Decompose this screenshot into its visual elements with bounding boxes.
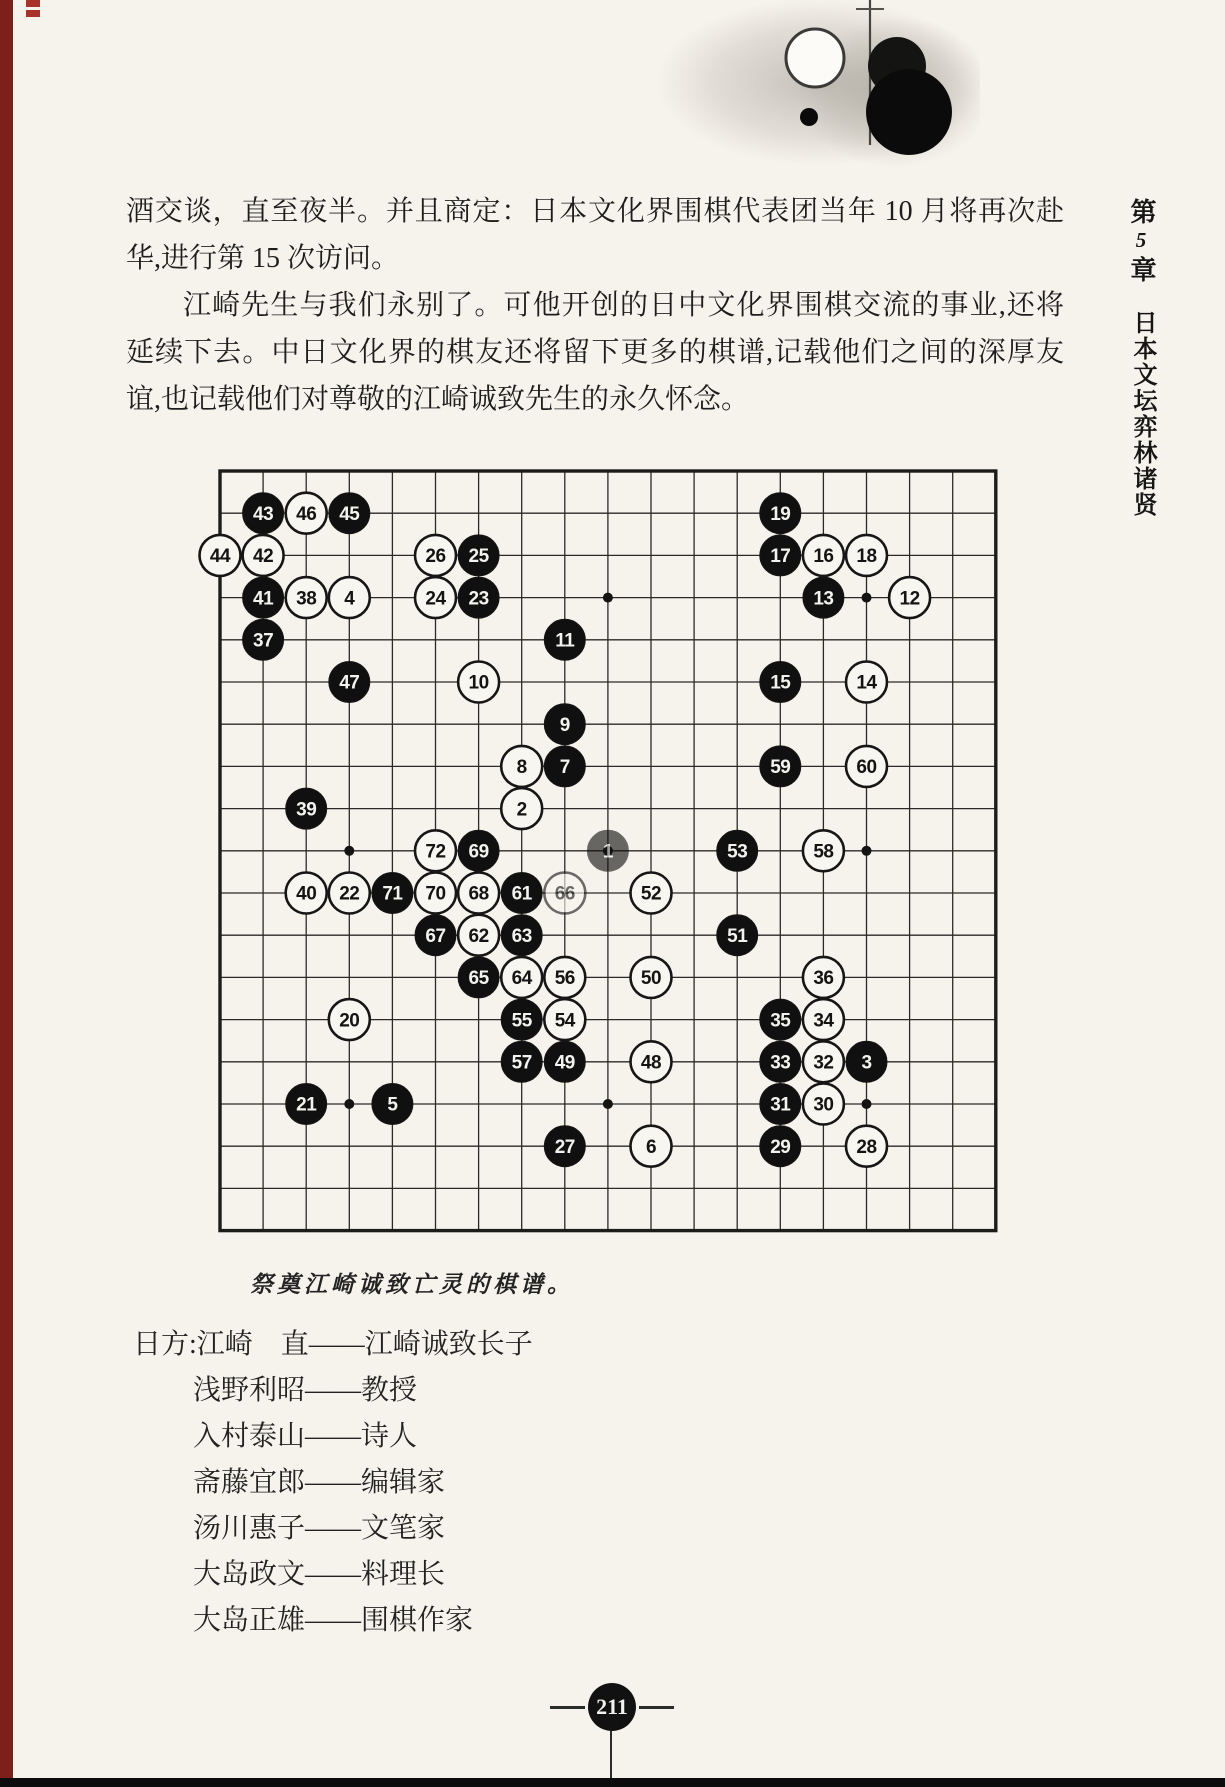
move-number: 64 — [511, 968, 532, 990]
stone-44 — [200, 535, 241, 576]
move-number: 42 — [253, 546, 274, 568]
move-number: 13 — [813, 588, 834, 610]
move-number: 22 — [339, 883, 360, 905]
text-line: 谊,也记载他们对尊敬的江崎诚致先生的永久怀念。 — [126, 384, 750, 415]
stone-60 — [846, 746, 887, 787]
move-number: 47 — [339, 672, 360, 694]
stone-41 — [243, 577, 284, 618]
player-row: 大岛正雄——围棋作家 — [193, 1605, 474, 1636]
stone-11 — [544, 619, 585, 660]
move-number: 59 — [770, 757, 791, 779]
chapter-digit: 5 — [1129, 228, 1153, 256]
hoshi-point — [862, 1099, 872, 1109]
move-number: 4 — [344, 588, 355, 610]
stone-14 — [846, 662, 887, 703]
stone-63 — [501, 915, 542, 956]
text-line: 江崎先生与我们永别了。可他开创的日中文化界围棋交流的事业,还将 — [183, 290, 1064, 321]
move-number: 71 — [382, 883, 403, 905]
page-number-dash-left — [550, 1706, 585, 1709]
stone-72 — [415, 830, 456, 871]
stone-10 — [458, 662, 499, 703]
stone-42 — [243, 535, 284, 576]
move-number: 19 — [770, 503, 791, 525]
text-line: 华,进行第 15 次访问。 — [126, 243, 400, 274]
move-number: 57 — [511, 1052, 532, 1074]
move-number: 65 — [468, 968, 489, 990]
stone-46 — [286, 493, 327, 534]
move-number: 36 — [813, 968, 834, 990]
stone-43 — [243, 493, 284, 534]
stone-23 — [458, 577, 499, 618]
diagram-caption: 祭奠江崎诚致亡灵的棋谱。 — [250, 1272, 574, 1297]
stone-51 — [717, 915, 758, 956]
stone-71 — [372, 873, 413, 914]
move-number: 7 — [559, 757, 570, 779]
move-number: 12 — [899, 588, 920, 610]
stone-2 — [501, 788, 542, 829]
hoshi-point — [862, 846, 872, 856]
stone-36 — [803, 957, 844, 998]
stone-9 — [544, 704, 585, 745]
stone-67 — [415, 915, 456, 956]
chapter-title: 日本文坛弈林诸贤 — [1129, 310, 1155, 518]
move-number: 56 — [554, 968, 575, 990]
stone-53 — [717, 830, 758, 871]
hoshi-point — [344, 846, 354, 856]
text-line: 酒交谈，直至夜半。并且商定：日本文化界围棋代表团当年 10 月将再次赴 — [126, 196, 1064, 227]
move-number: 2 — [516, 799, 527, 821]
players-list — [133, 1322, 533, 1644]
stone-34 — [803, 999, 844, 1040]
stone-19 — [760, 493, 801, 534]
stone-65 — [458, 957, 499, 998]
move-number: 24 — [425, 588, 446, 610]
move-number: 34 — [813, 1010, 834, 1032]
move-number: 39 — [296, 799, 317, 821]
move-number: 58 — [813, 841, 834, 863]
move-number: 45 — [339, 503, 360, 525]
move-number: 49 — [554, 1052, 575, 1074]
stone-26 — [415, 535, 456, 576]
stone-59 — [760, 746, 801, 787]
binding-strip — [0, 0, 13, 1787]
stone-50 — [631, 957, 672, 998]
move-number: 10 — [468, 672, 489, 694]
move-number: 28 — [856, 1136, 877, 1158]
stone-35 — [760, 999, 801, 1040]
move-number: 35 — [770, 1010, 791, 1032]
move-number: 52 — [640, 883, 662, 905]
stone-39 — [286, 788, 327, 829]
stone-31 — [760, 1084, 801, 1125]
stone-1 — [587, 830, 628, 871]
move-number: 60 — [856, 757, 877, 779]
stone-13 — [803, 577, 844, 618]
white-go-stone-icon — [786, 29, 844, 87]
go-board-diagram — [198, 449, 1018, 1253]
stone-66 — [544, 873, 585, 914]
page-number-dash-right — [639, 1706, 674, 1709]
stone-45 — [329, 493, 370, 534]
hoshi-point — [862, 593, 872, 603]
stone-57 — [501, 1041, 542, 1082]
text-line: 延续下去。中日文化界的棋友还将留下更多的棋谱,记载他们之间的深厚友 — [126, 337, 1064, 368]
go-board-svg — [198, 449, 1018, 1253]
player-row: 日方:江崎 直——江崎诚致长子 — [133, 1329, 533, 1360]
move-number: 61 — [511, 883, 532, 905]
stone-32 — [803, 1041, 844, 1082]
move-number: 17 — [770, 546, 791, 568]
move-number: 54 — [554, 1010, 575, 1032]
move-number: 8 — [516, 757, 527, 779]
stone-6 — [631, 1126, 672, 1167]
stone-29 — [760, 1126, 801, 1167]
black-go-stone-icon — [866, 69, 952, 155]
move-number: 9 — [559, 714, 570, 736]
move-number: 31 — [770, 1094, 791, 1116]
move-number: 6 — [645, 1136, 657, 1158]
stone-22 — [329, 873, 370, 914]
stone-4 — [329, 577, 370, 618]
chapter-label: 第 — [1127, 198, 1156, 228]
stone-18 — [846, 535, 887, 576]
stone-33 — [760, 1041, 801, 1082]
move-number: 11 — [555, 630, 575, 652]
stone-8 — [501, 746, 542, 787]
stone-70 — [415, 873, 456, 914]
red-edge-mark — [26, 10, 40, 17]
stone-56 — [544, 957, 585, 998]
move-number: 51 — [727, 925, 748, 947]
stone-62 — [458, 915, 499, 956]
red-edge-mark — [26, 0, 40, 7]
stone-69 — [458, 830, 499, 871]
stone-52 — [631, 873, 672, 914]
stone-64 — [501, 957, 542, 998]
stone-3 — [846, 1041, 887, 1082]
move-number: 29 — [770, 1136, 791, 1158]
move-number: 33 — [770, 1052, 791, 1074]
stone-21 — [286, 1084, 327, 1125]
move-number: 67 — [425, 925, 446, 947]
move-number: 27 — [554, 1136, 575, 1158]
move-number: 43 — [253, 503, 274, 525]
stone-12 — [889, 577, 930, 618]
move-number: 20 — [339, 1010, 360, 1032]
hoshi-point — [603, 593, 613, 603]
move-number: 70 — [425, 883, 446, 905]
stone-37 — [243, 619, 284, 660]
move-number: 3 — [861, 1052, 872, 1074]
move-number: 18 — [856, 546, 877, 568]
chapter-label: 章 — [1127, 256, 1156, 286]
stone-7 — [544, 746, 585, 787]
move-number: 23 — [468, 588, 489, 610]
stone-25 — [458, 535, 499, 576]
move-number: 46 — [296, 503, 317, 525]
hoshi-point — [603, 1099, 613, 1109]
move-number: 38 — [296, 588, 317, 610]
stone-27 — [544, 1126, 585, 1167]
move-number: 5 — [387, 1094, 398, 1116]
stone-20 — [329, 999, 370, 1040]
stone-55 — [501, 999, 542, 1040]
player-row: 汤川惠子——文笔家 — [193, 1513, 446, 1544]
stone-24 — [415, 577, 456, 618]
body-text — [126, 188, 1064, 423]
player-row: 浅野利昭——教授 — [193, 1375, 418, 1406]
stone-54 — [544, 999, 585, 1040]
move-number: 53 — [727, 841, 748, 863]
move-number: 26 — [425, 546, 446, 568]
move-number: 14 — [856, 672, 877, 694]
ink-stones-illustration — [620, 0, 980, 175]
move-number: 15 — [770, 672, 791, 694]
move-number: 48 — [640, 1052, 662, 1074]
move-number: 41 — [253, 588, 274, 610]
move-number: 25 — [468, 546, 489, 568]
scan-bottom-bar — [0, 1778, 1225, 1787]
move-number: 50 — [640, 968, 662, 990]
stone-61 — [501, 873, 542, 914]
move-number: 44 — [209, 546, 231, 568]
stone-49 — [544, 1041, 585, 1082]
move-number: 1 — [602, 841, 613, 863]
page-number-badge: 211 — [588, 1683, 636, 1731]
footer-rule — [610, 1731, 612, 1779]
move-number: 37 — [253, 630, 274, 652]
stone-47 — [329, 662, 370, 703]
hoshi-point — [344, 1099, 354, 1109]
stone-30 — [803, 1084, 844, 1125]
ink-dot — [800, 108, 818, 126]
stone-68 — [458, 873, 499, 914]
stone-38 — [286, 577, 327, 618]
move-number: 66 — [554, 883, 575, 905]
move-number: 21 — [296, 1094, 317, 1116]
move-number: 40 — [296, 883, 317, 905]
player-row: 大岛政文——料理长 — [193, 1559, 446, 1590]
move-number: 68 — [468, 883, 489, 905]
stone-58 — [803, 830, 844, 871]
move-number: 32 — [813, 1052, 834, 1074]
stone-17 — [760, 535, 801, 576]
stone-15 — [760, 662, 801, 703]
stone-28 — [846, 1126, 887, 1167]
move-number: 62 — [468, 925, 489, 947]
move-number: 63 — [511, 925, 532, 947]
stone-5 — [372, 1084, 413, 1125]
chapter-number — [1124, 198, 1158, 286]
move-number: 72 — [425, 841, 446, 863]
player-row: 入村泰山——诗人 — [193, 1421, 418, 1452]
move-number: 55 — [511, 1010, 532, 1032]
move-number: 69 — [468, 841, 489, 863]
player-row: 斋藤宜郎——编辑家 — [193, 1467, 446, 1498]
stone-48 — [631, 1041, 672, 1082]
move-number: 30 — [813, 1094, 834, 1116]
stone-16 — [803, 535, 844, 576]
stone-40 — [286, 873, 327, 914]
move-number: 16 — [813, 546, 834, 568]
